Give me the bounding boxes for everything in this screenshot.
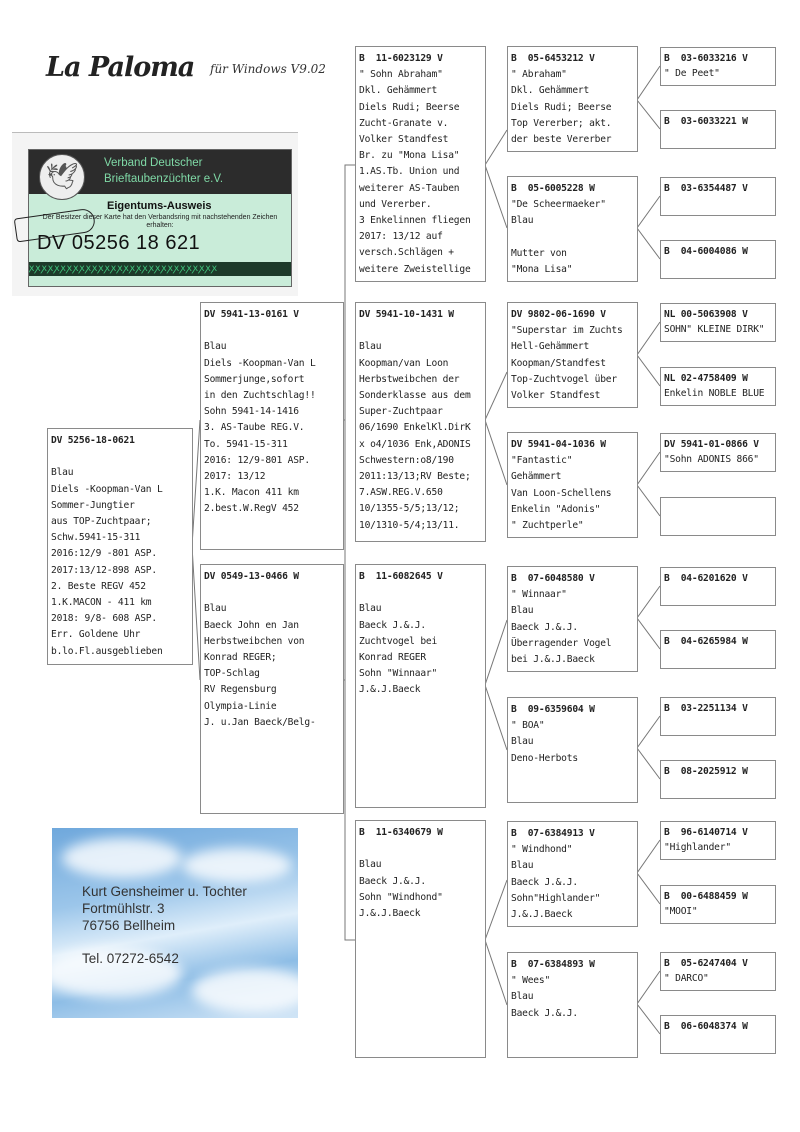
pedigree-line: Blau xyxy=(204,341,227,353)
owner-address xyxy=(82,883,247,934)
ring-number: B 05-6005228 W xyxy=(511,183,595,194)
pedigree-mmm[interactable] xyxy=(507,952,638,1058)
pedigree-line: Blau xyxy=(511,860,534,872)
pedigree-line: Konrad REGER xyxy=(359,652,426,664)
pedigree-line: 2. Beste REGV 452 xyxy=(51,580,146,592)
org-line-1: Verband Deutscher xyxy=(104,157,203,169)
pedigree-line xyxy=(51,449,189,465)
pedigree-line: " Windhond" xyxy=(511,844,573,856)
org-line-2: Brieftaubenzüchter e.V. xyxy=(104,173,224,185)
pedigree-line: 3. AS-Taube REG.V. xyxy=(204,422,305,434)
pedigree-line: bei J.&.J.Baeck xyxy=(511,654,595,666)
pedigree-line: Überragender Vogel xyxy=(511,637,612,649)
pedigree-line: Konrad REGER; xyxy=(204,652,277,664)
pedigree-line: weitere Zweistellige xyxy=(359,263,471,275)
pedigree-line: Schw.5941-15-311 xyxy=(51,532,141,544)
ring-number: B 96-6140714 V xyxy=(664,827,748,838)
pedigree-line: Baeck J.&.J. xyxy=(359,875,426,887)
pedigree-line: Herbstweibchen von xyxy=(204,635,305,647)
connector xyxy=(637,840,660,904)
pedigree-g15[interactable] xyxy=(660,952,776,991)
cloud xyxy=(62,838,182,878)
pedigree-fm[interactable] xyxy=(355,302,486,542)
pedigree-g8[interactable] xyxy=(660,497,776,536)
ring-number: B 03-6033216 V xyxy=(664,53,748,64)
ring-number: B 05-6247404 V xyxy=(664,958,748,969)
pedigree-line: aus TOP-Zuchtpaar; xyxy=(51,516,152,528)
pedigree-line xyxy=(511,230,634,246)
ring-number: B 05-6453212 V xyxy=(511,53,595,64)
pedigree-line: Gehämmert xyxy=(511,471,562,483)
pedigree-line: Enkelin "Adonis" xyxy=(511,503,601,515)
pedigree-line: Super-Zuchtpaar xyxy=(359,406,443,418)
pedigree-g14[interactable] xyxy=(660,885,776,924)
ring-number: B 04-6201620 V xyxy=(664,573,748,584)
pedigree-line: "Sohn ADONIS 866" xyxy=(664,454,759,465)
pedigree-line: Olympia-Linie xyxy=(204,700,277,712)
ring-number: B 03-2251134 V xyxy=(664,703,748,714)
pedigree-line: Sohn 5941-14-1416 xyxy=(204,406,299,418)
pedigree-g5[interactable] xyxy=(660,303,776,342)
pedigree-line: 3 Enkelinnen fliegen xyxy=(359,215,471,227)
pedigree-line: " Zuchtperle" xyxy=(511,520,584,532)
card-title: Eigentums-Ausweis xyxy=(107,200,212,212)
pedigree-line: Dkl. Gehämmert xyxy=(359,85,438,97)
connector xyxy=(192,420,200,680)
cloud xyxy=(182,848,292,883)
ring-number: B 03-6354487 V xyxy=(664,183,748,194)
pedigree-line: 2017: 13/12 auf xyxy=(359,231,443,243)
app-version: für Windows V9.02 xyxy=(210,62,326,76)
pedigree-subject[interactable] xyxy=(47,428,193,665)
pedigree-line: J.&.J.Baeck xyxy=(511,909,573,921)
ring-number: B 07-6384893 W xyxy=(511,959,595,970)
pedigree-line: Blau xyxy=(51,467,74,479)
pedigree-line: 2.best.W.RegV 452 xyxy=(204,503,299,515)
pedigree-g2[interactable] xyxy=(660,110,776,149)
pedigree-g10[interactable] xyxy=(660,630,776,669)
pedigree-fmm[interactable] xyxy=(507,432,638,538)
pedigree-line xyxy=(204,323,340,339)
ring-number: DV 0549-13-0466 W xyxy=(204,571,299,582)
card-pattern-band: ꭗꭗꭗꭗꭗꭗꭗꭗꭗꭗꭗꭗꭗꭗꭗꭗꭗꭗꭗꭗꭗꭗꭗꭗꭗꭗꭗꭗꭗꭗ xyxy=(29,262,291,276)
pedigree-line: weiterer AS-Tauben xyxy=(359,182,460,194)
pedigree-line xyxy=(204,585,340,601)
pedigree-line: Sohn "Winnaar" xyxy=(359,668,438,680)
connector xyxy=(485,130,507,228)
pedigree-g3[interactable] xyxy=(660,177,776,216)
ring-number: B 11-6023129 V xyxy=(359,53,443,64)
pedigree-line xyxy=(359,841,482,857)
pedigree-line: " DARCO" xyxy=(664,973,709,984)
owner-name: Kurt Gensheimer u. Tochter xyxy=(82,884,247,899)
connector xyxy=(485,372,507,485)
pedigree-line: TOP-Schlag xyxy=(204,668,260,680)
pedigree-line: 1.K. Macon 411 km xyxy=(204,487,299,499)
pedigree-mm[interactable] xyxy=(355,820,486,1058)
pedigree-line: J. u.Jan Baeck/Belg- xyxy=(204,716,316,728)
pedigree-line: der beste Vererber xyxy=(511,134,612,146)
pedigree-line: 06/1690 EnkelKl.DirK xyxy=(359,422,471,434)
pedigree-line: versch.Schlägen + xyxy=(359,247,454,259)
ring-number: DV 5941-10-1431 W xyxy=(359,309,454,320)
ring-number: NL 02-4758409 W xyxy=(664,373,748,384)
pedigree-mother[interactable] xyxy=(200,564,344,814)
pedigree-line: Blau xyxy=(204,603,227,615)
pedigree-line: 2016: 12/9-801 ASP. xyxy=(204,454,310,466)
pedigree-line: 2018: 9/8- 608 ASP. xyxy=(51,613,157,625)
pedigree-line: J.&.J.Baeck xyxy=(359,684,421,696)
pedigree-mfm[interactable] xyxy=(507,697,638,803)
ring-number: B 08-2025912 W xyxy=(664,766,748,777)
pedigree-line: Sonderklasse aus dem xyxy=(359,390,471,402)
connector xyxy=(345,165,355,940)
pedigree-ffm[interactable] xyxy=(507,176,638,282)
pedigree-line: Dkl. Gehämmert xyxy=(511,85,590,97)
pedigree-line: Top Vererber; akt. xyxy=(511,117,612,129)
connector xyxy=(637,716,660,779)
pedigree-line: Err. Goldene Uhr xyxy=(51,629,141,641)
pedigree-line xyxy=(359,323,482,339)
pedigree-line: " Abraham" xyxy=(511,69,567,81)
pedigree-line: Blau xyxy=(511,991,534,1003)
pedigree-fff[interactable] xyxy=(507,46,638,152)
ring-number: B 04-6004086 W xyxy=(664,246,748,257)
pedigree-line: Blau xyxy=(511,736,534,748)
pedigree-g4[interactable] xyxy=(660,240,776,279)
ring-number: DV 5941-01-0866 V xyxy=(664,439,759,450)
pedigree-line: Enkelin NOBLE BLUE xyxy=(664,388,765,399)
pedigree-g12[interactable] xyxy=(660,760,776,799)
pedigree-line: Sohn"Highlander" xyxy=(511,892,601,904)
pedigree-line: Diels -Koopman-Van L xyxy=(51,483,163,495)
connector xyxy=(637,971,660,1034)
dove-icon: 🕊 xyxy=(39,154,85,200)
pedigree-line: x o4/1036 Enk,ADONIS xyxy=(359,438,471,450)
card-ring-number: DV 05256 18 621 xyxy=(37,232,201,254)
ring-number: DV 5256-18-0621 xyxy=(51,435,135,446)
pedigree-line: "MOOI" xyxy=(664,906,698,917)
pedigree-g11[interactable] xyxy=(660,697,776,736)
pedigree-line: " Wees" xyxy=(511,975,551,987)
ring-number: B 00-6488459 W xyxy=(664,891,748,902)
connector xyxy=(637,452,660,516)
ring-number: B 11-6082645 V xyxy=(359,571,443,582)
pedigree-line: Baeck John en Jan xyxy=(204,619,299,631)
pedigree-line: Blau xyxy=(511,605,534,617)
pedigree-line: Top-Zuchtvogel über xyxy=(511,373,617,385)
pedigree-line: Baeck J.&.J. xyxy=(359,619,426,631)
pedigree-fmf[interactable] xyxy=(507,302,638,408)
pedigree-line: Herbstweibchen der xyxy=(359,373,460,385)
pedigree-ff[interactable] xyxy=(355,46,486,282)
pedigree-line: 7.ASW.REG.V.650 xyxy=(359,487,443,499)
pedigree-mff[interactable] xyxy=(507,566,638,672)
pedigree-line: To. 5941-15-311 xyxy=(204,438,288,450)
pedigree-line: Blau xyxy=(359,341,382,353)
pedigree-line: 10/1310-5/4;13/11. xyxy=(359,519,460,531)
ring-number: B 03-6033221 W xyxy=(664,116,748,127)
pedigree-line xyxy=(359,585,482,601)
pedigree-line: J.&.J.Baeck xyxy=(359,908,421,920)
owner-street: Fortmühlstr. 3 xyxy=(82,901,165,916)
connector xyxy=(485,620,507,750)
ring-number: DV 9802-06-1690 V xyxy=(511,309,606,320)
pedigree-line: Diels Rudi; Beerse xyxy=(511,101,612,113)
pedigree-line: Baeck J.&.J. xyxy=(511,1007,578,1019)
ring-number: NL 00-5063908 V xyxy=(664,309,748,320)
card-text: Der Besitzer dieser Karte hat den Verbandsring mit nachstehenden Zeichen erhalten: xyxy=(42,214,278,229)
pedigree-line: Volker Standfest xyxy=(511,390,601,402)
pedigree-line: " BOA" xyxy=(511,720,545,732)
ring-number: DV 5941-13-0161 V xyxy=(204,309,299,320)
pedigree-line: " Sohn Abraham" xyxy=(359,69,443,81)
pedigree-line: Diels -Koopman-Van L xyxy=(204,357,316,369)
connector xyxy=(637,196,660,259)
pedigree-line: Diels Rudi; Beerse xyxy=(359,101,460,113)
pedigree-line: und Vererber. xyxy=(359,198,432,210)
ring-number: B 11-6340679 W xyxy=(359,827,443,838)
pedigree-line: Deno-Herbots xyxy=(511,752,578,764)
ring-number: B 06-6048374 W xyxy=(664,1021,748,1032)
pedigree-line: 1.K.MACON - 411 km xyxy=(51,597,152,609)
pedigree-line: Blau xyxy=(359,859,382,871)
pedigree-line: Baeck J.&.J. xyxy=(511,876,578,888)
pedigree-line: Volker Standfest xyxy=(359,134,449,146)
ring-number: B 07-6048580 V xyxy=(511,573,595,584)
pedigree-line: b.lo.Fl.ausgeblieben xyxy=(51,645,163,657)
owner-phone: Tel. 07272-6542 xyxy=(82,951,179,966)
pedigree-line: Koopman/Standfest xyxy=(511,357,606,369)
pedigree-line: SOHN" KLEINE DIRK" xyxy=(664,324,765,335)
pedigree-line: 2016:12/9 -801 ASP. xyxy=(51,548,157,560)
pedigree-line: Blau xyxy=(359,603,382,615)
pedigree-line: 2011:13/13;RV Beste; xyxy=(359,471,471,483)
pedigree-line: Br. zu "Mona Lisa" xyxy=(359,150,460,162)
owner-address-card xyxy=(52,828,298,1018)
pedigree-line: "Superstar im Zuchts xyxy=(511,325,623,337)
ring-number: DV 5941-04-1036 W xyxy=(511,439,606,450)
pedigree-g7[interactable] xyxy=(660,433,776,472)
ring-number: B 09-6359604 W xyxy=(511,704,595,715)
owner-city: 76756 Bellheim xyxy=(82,918,176,933)
pedigree-line: Hell-Gehämmert xyxy=(511,341,590,353)
connector xyxy=(485,880,507,1005)
connector xyxy=(637,586,660,649)
pedigree-line: 1.AS.Tb. Union und xyxy=(359,166,460,178)
pedigree-g6[interactable] xyxy=(660,367,776,406)
pedigree-g9[interactable] xyxy=(660,567,776,606)
ring-number: B 07-6384913 V xyxy=(511,828,595,839)
pedigree-line: Van Loon-Schellens xyxy=(511,487,612,499)
pedigree-line: Blau xyxy=(511,215,534,227)
pedigree-g16[interactable] xyxy=(660,1015,776,1054)
ring-number: B 04-6265984 W xyxy=(664,636,748,647)
pedigree-line: "Mona Lisa" xyxy=(511,264,573,276)
pedigree-line: Koopman/van Loon xyxy=(359,357,449,369)
pedigree-line: Baeck J.&.J. xyxy=(511,621,578,633)
pedigree-line: Schwestern:o8/190 xyxy=(359,454,454,466)
connector xyxy=(637,322,660,386)
pedigree-mmf[interactable] xyxy=(507,821,638,927)
connector xyxy=(637,66,660,129)
pedigree-line: 10/1355-5/5;13/12; xyxy=(359,503,460,515)
pedigree-father[interactable] xyxy=(200,302,344,550)
pedigree-line: " Winnaar" xyxy=(511,589,567,601)
app-logo: La Paloma xyxy=(46,52,195,83)
pedigree-line: " De Peet" xyxy=(664,68,720,79)
pedigree-line: "Fantastic" xyxy=(511,455,573,467)
pedigree-line: "Highlander" xyxy=(664,842,731,853)
pedigree-line: 2017: 13/12 xyxy=(204,471,266,483)
pedigree-line: RV Regensburg xyxy=(204,684,277,696)
pedigree-line: "De Scheermaeker" xyxy=(511,199,606,211)
pedigree-g1[interactable] xyxy=(660,47,776,86)
pedigree-line: 2017:13/12-898 ASP. xyxy=(51,564,157,576)
pedigree-line: in den Zuchtschlag!! xyxy=(204,390,316,402)
pedigree-g13[interactable] xyxy=(660,821,776,860)
pedigree-line: Sommerjunge,sofort xyxy=(204,373,305,385)
pedigree-line: Sommer-Jungtier xyxy=(51,499,135,511)
pedigree-line: Zucht-Granate v. xyxy=(359,117,449,129)
pedigree-line: Sohn "Windhond" xyxy=(359,891,443,903)
pedigree-line: Zuchtvogel bei xyxy=(359,635,438,647)
cloud xyxy=(192,968,298,1013)
pedigree-mf[interactable] xyxy=(355,564,486,808)
pedigree-line: Mutter von xyxy=(511,247,567,259)
